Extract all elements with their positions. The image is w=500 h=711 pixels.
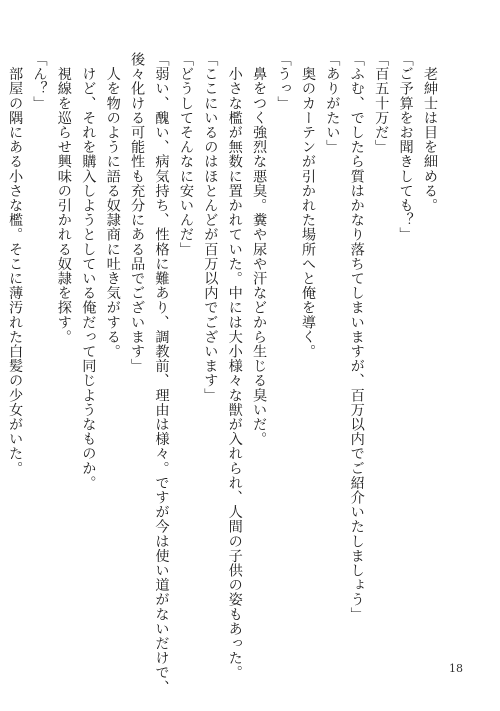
text-line: 「弱い、醜い、病気持ち、性格に難あり、調教前、理由は様々。ですが今は使い道がないだけで、 [153,52,170,695]
text-line: 視線を巡らせ興味の引かれる奴隷を探す。 [55,52,72,344]
text-line: 「ふむ、でしたら質はかなり落ちてしまいますが、百万以内でご紹介いたしましょう」 [348,52,365,622]
text-line: けど、それを購入しようとしている俺だって同じようなものか。 [80,52,97,490]
vertical-text-body [3,52,442,695]
text-line: 奥のカーテンが引かれた場所へと俺を導く。 [299,52,316,359]
text-line: 鼻をつく強烈な悪臭。糞や尿や汗などから生じる臭いだ。 [251,52,268,447]
text-line: 「ここにいるのはほとんどが百万以内でございます」 [202,52,219,403]
text-line: 「ご予算をお聞きしても？」 [397,52,414,242]
text-line: 部屋の隅にある小さな檻。そこに薄汚れた白髪の少女がいた。 [7,52,24,476]
text-line: 「ん？」 [31,52,48,111]
text-line: 「うっ」 [275,52,292,111]
text-line: 「ありがたい」 [324,52,341,155]
text-line: 小さな檻が無数に置かれていた。中には大小様々な獣が入れられ、人間の子供の姿もあった。 [226,52,243,680]
text-line: 「どうしてそんなに安いんだ」 [177,52,194,257]
text-line: 「百五十万だ」 [373,52,390,155]
text-line: 人を物のように語る奴隷商に吐き気がする。 [104,52,121,359]
page-number: 18 [449,662,463,675]
text-line: 老紳士は目を細める。 [422,52,438,213]
text-line: 後々化ける可能性も充分にある品でございます」 [129,52,146,374]
